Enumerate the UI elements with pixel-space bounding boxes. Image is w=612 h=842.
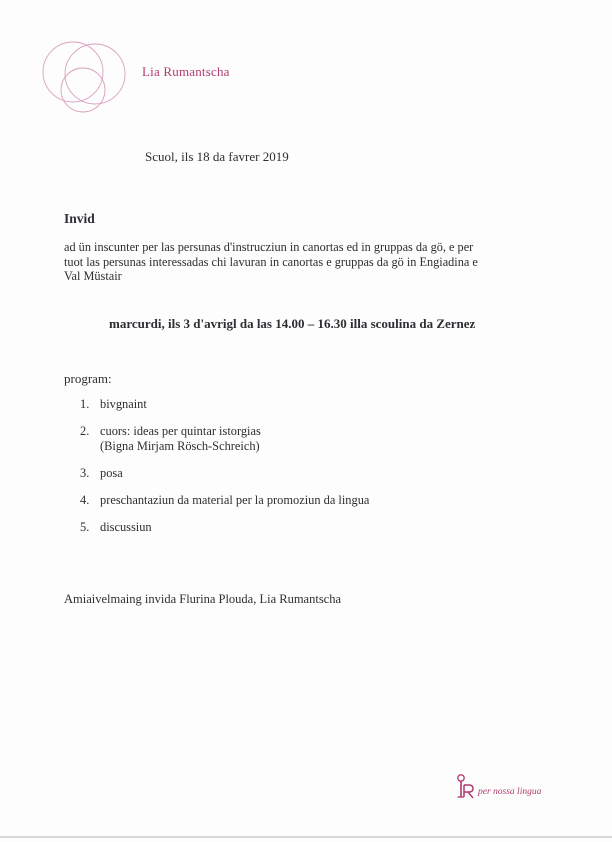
event-details: marcurdi, ils 3 d'avrigl da las 14.00 – 16.30 illa scoulina da Zernez bbox=[109, 316, 476, 331]
program-item bbox=[80, 424, 369, 453]
program-item-text: discussiun bbox=[100, 519, 152, 534]
intro-line: Val Müstair bbox=[64, 269, 122, 283]
lr-monogram-logo-icon bbox=[455, 773, 477, 801]
program-item-number: 1. bbox=[80, 397, 90, 411]
program-item-text: preschantaziun da material per la promoziun da lingua bbox=[100, 492, 370, 507]
program-item-number: 4. bbox=[80, 492, 90, 507]
program-item-text: cuors: ideas per quintar istorgias bbox=[100, 424, 261, 438]
letter-dateline: Scuol, ils 18 da favrer 2019 bbox=[145, 149, 289, 164]
org-name: Lia Rumantscha bbox=[142, 64, 230, 79]
program-item-text: posa bbox=[100, 465, 123, 480]
program-item-number: 2. bbox=[80, 424, 90, 438]
intro-line: tuot las persunas interessadas chi lavuran in canortas e gruppas da gö in Engiadina e bbox=[64, 254, 478, 269]
letter-intro bbox=[64, 240, 554, 284]
program-item-number: 5. bbox=[80, 519, 90, 534]
letter-closing: Amiaivelmaing invida Flurina Plouda, Lia Rumantscha bbox=[64, 592, 342, 606]
program-label: program: bbox=[64, 371, 112, 386]
program-item bbox=[80, 466, 369, 481]
letter-title: Invid bbox=[64, 211, 95, 226]
program-item bbox=[80, 493, 369, 508]
program-list bbox=[80, 397, 369, 547]
intro-line: ad ün inscunter per las persunas d'instrucziun in canortas ed in gruppas da gö, e per bbox=[64, 240, 474, 254]
program-item bbox=[80, 520, 369, 535]
lia-rumantscha-circles-logo bbox=[33, 32, 143, 116]
program-item-text: bivgnaint bbox=[100, 397, 147, 411]
footer-tagline: per nossa lingua bbox=[478, 787, 542, 797]
page-bottom-edge bbox=[0, 836, 612, 838]
program-item-number: 3. bbox=[80, 465, 90, 480]
program-item-subtext: (Bigna Mirjam Rösch-Schreich) bbox=[100, 438, 260, 453]
program-item bbox=[80, 397, 369, 412]
